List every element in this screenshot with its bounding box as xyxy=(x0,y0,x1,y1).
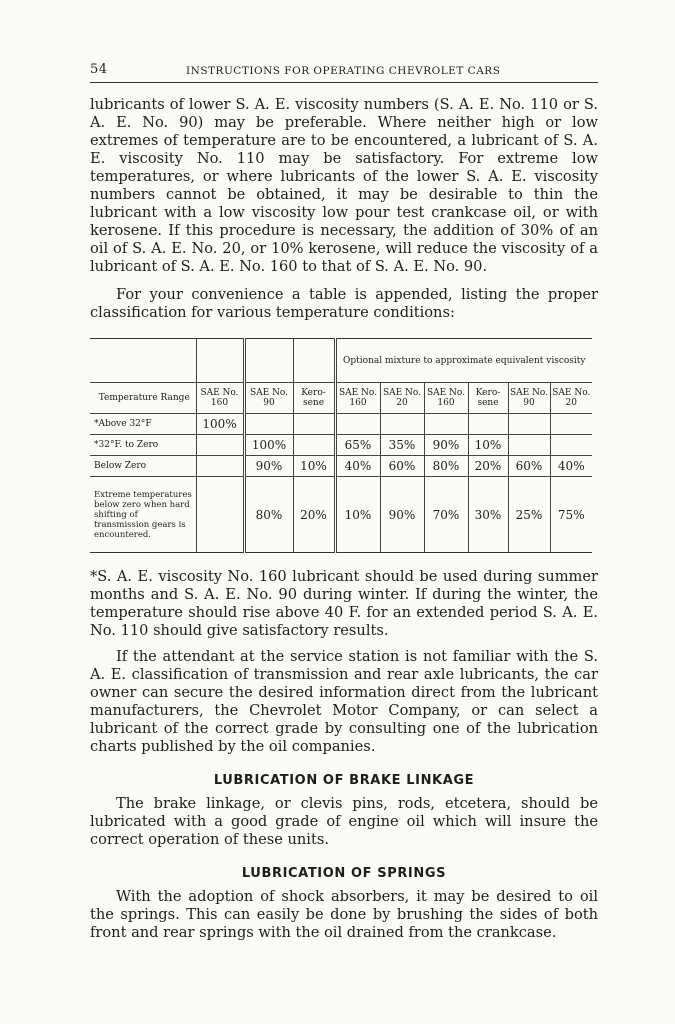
paragraph-text: *S. A. E. viscosity No. 160 lubricant should be used during summer months and S. A. E. No. 90 during winter. If during the winter, the temperature should rise above 40 F. for an extended period S. A. E. No. 110 should give satisfactory results. xyxy=(90,568,598,639)
table-cell: Extreme temperatures below zero when hard shifting of transmission gears is encountered. xyxy=(90,477,196,553)
table-cell: 40% xyxy=(335,456,380,477)
table-row xyxy=(90,477,592,553)
table-cell xyxy=(196,477,244,553)
table-cell: 35% xyxy=(380,435,424,456)
paragraph-service-station xyxy=(90,648,598,756)
table-cell: 20% xyxy=(468,456,508,477)
lubricant-classification-table xyxy=(90,338,592,553)
paragraph-brake-linkage xyxy=(90,795,598,849)
column-header: SAE No. 160 xyxy=(424,383,468,414)
table-cell: 30% xyxy=(468,477,508,553)
table-cell: 40% xyxy=(550,456,592,477)
table-cell xyxy=(293,435,335,456)
table-cell: 100% xyxy=(196,414,244,435)
table-cell: 70% xyxy=(424,477,468,553)
paragraph-text: If the attendant at the service station is not familiar with the S. A. E. classification of transmission and rear axle lubricants, the car owner can secure the desired information direct from the lubricant manufacturers, the Chevrolet Motor Company, or can select a lubricant of the correct grade by consulting one of the lubrication charts published by the oil companies. xyxy=(90,648,598,755)
table-row xyxy=(90,456,592,477)
column-header: SAE No. 90 xyxy=(244,383,293,414)
table-cell xyxy=(196,456,244,477)
table-cell xyxy=(335,414,380,435)
table-cell: *32°F. to Zero xyxy=(90,435,196,456)
section-heading-springs: LUBRICATION OF SPRINGS xyxy=(241,866,447,881)
table-header-row xyxy=(90,339,592,383)
table-cell xyxy=(293,414,335,435)
table-cell: 10% xyxy=(468,435,508,456)
table-cell xyxy=(380,414,424,435)
column-header: SAE No. 90 xyxy=(508,383,550,414)
table-cell: 90% xyxy=(380,477,424,553)
paragraph-text: lubricants of lower S. A. E. viscosity numbers (S. A. E. No. 110 or S. A. E. No. 90) may be preferable. Where neither high or low extremes of temperature are to be encountered, a lubricant of S. A. E. viscosity No. 110 may be satisfactory. For extreme low temperatures, or where lubricants of the lower S. A. E. viscosity numbers cannot be obtained, it may be desirable to thin the lubricant with a low viscosity low pour test crankcase oil, or with kerosene. If this procedure is necessary, the addition of 30% of an oil of S. A. E. No. 20, or 10% kerosene, will reduce the viscosity of a lubricant of S. A. E. No. 160 to that of S. A. E. No. 90. xyxy=(90,96,598,275)
table-cell: 90% xyxy=(244,456,293,477)
table-cell: 10% xyxy=(293,456,335,477)
table-cell: Below Zero xyxy=(90,456,196,477)
table-row xyxy=(90,435,592,456)
table-cell: 80% xyxy=(244,477,293,553)
column-header: Kero-sene xyxy=(468,383,508,414)
table-row xyxy=(90,414,592,435)
table-cell xyxy=(196,435,244,456)
table-cell: 10% xyxy=(335,477,380,553)
column-header: SAE No. 160 xyxy=(196,383,244,414)
table-footnote xyxy=(90,568,598,640)
optional-mixture-header: Optional mixture to approximate equivalent viscosity xyxy=(335,339,592,383)
table-cell xyxy=(550,435,592,456)
table-cell xyxy=(424,414,468,435)
table-cell: *Above 32°F xyxy=(90,414,196,435)
table-cell: 60% xyxy=(508,456,550,477)
table-cell xyxy=(508,435,550,456)
running-title: INSTRUCTIONS FOR OPERATING CHEVROLET CARS xyxy=(186,65,501,77)
column-header: SAE No. 160 xyxy=(335,383,380,414)
page-header xyxy=(90,60,598,83)
page-number: 54 xyxy=(90,62,108,77)
table-cell: 100% xyxy=(244,435,293,456)
table-cell: 90% xyxy=(424,435,468,456)
table-cell: 25% xyxy=(508,477,550,553)
table-cell: 60% xyxy=(380,456,424,477)
paragraph-table-intro xyxy=(90,286,598,322)
table-cell xyxy=(244,414,293,435)
column-header: SAE No. 20 xyxy=(550,383,592,414)
column-header: SAE No. 20 xyxy=(380,383,424,414)
paragraph-viscosity xyxy=(90,96,598,276)
table-cell xyxy=(508,414,550,435)
table-cell: 80% xyxy=(424,456,468,477)
table-cell: 65% xyxy=(335,435,380,456)
table-cell xyxy=(550,414,592,435)
table-cell: 20% xyxy=(293,477,335,553)
paragraph-text: The brake linkage, or clevis pins, rods, etcetera, should be lubricated with a good grade of engine oil which will insure the correct operation of these units. xyxy=(90,795,598,848)
column-header: Kero-sene xyxy=(293,383,335,414)
table-column-headers xyxy=(90,383,592,414)
paragraph-text: With the adoption of shock absorbers, it may be desired to oil the springs. This can easily be done by brushing the sides of both front and rear springs with the oil drained from the crankcase. xyxy=(90,888,598,941)
section-heading-brake-linkage: LUBRICATION OF BRAKE LINKAGE xyxy=(213,773,475,788)
table-cell xyxy=(468,414,508,435)
column-header: Temperature Range xyxy=(90,383,196,414)
paragraph-text: For your convenience a table is appended, listing the proper classification for various temperature conditions: xyxy=(90,286,598,321)
table-cell: 75% xyxy=(550,477,592,553)
paragraph-springs xyxy=(90,888,598,942)
